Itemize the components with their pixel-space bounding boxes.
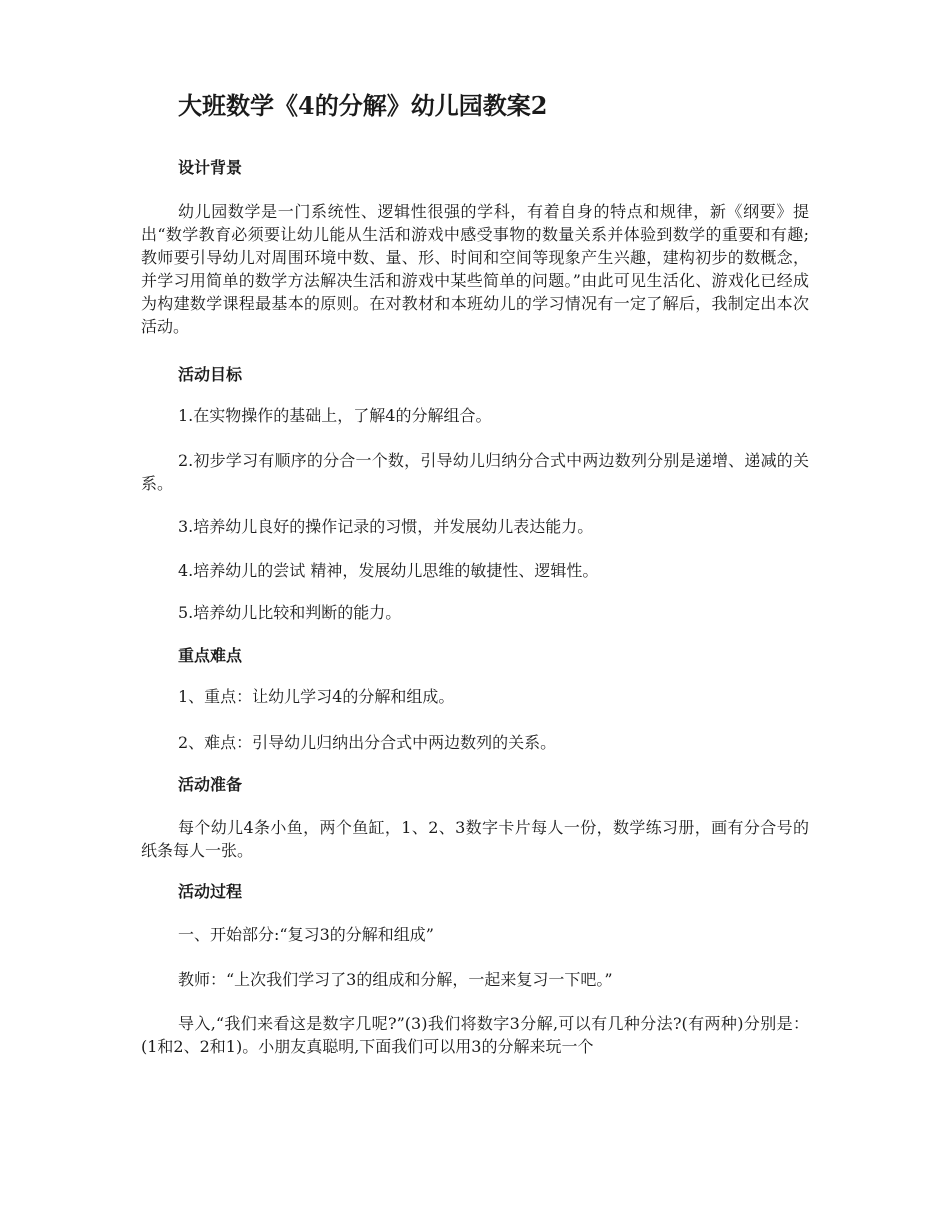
paragraph-goal-4: 4.培养幼儿的尝试 精神，发展幼儿思维的敏捷性、逻辑性。 [178,561,599,580]
section-heading-goals: 活动目标 [178,365,243,384]
paragraph-goal-5: 5.培养幼儿比较和判断的能力。 [178,603,402,622]
paragraph-key-point-1: 1、重点：让幼儿学习4的分解和组成。 [178,687,455,706]
document-title: 大班数学《4的分解》幼儿园教案2 [178,91,548,120]
section-heading-preparation: 活动准备 [178,775,243,794]
paragraph-key-point-2: 2、难点：引导幼儿归纳出分合式中两边数列的关系。 [178,733,557,752]
paragraph-background: 幼儿园数学是一门系统性、逻辑性很强的学科，有着自身的特点和规律，新《纲要》提出“数学教育必须要让幼儿能从生活和游戏中感受事物的数量关系并体验到数学的重要和有趣;教师要引导幼儿对周围环境中数、量、形、时间和空间等现象产生兴趣，建构初步的数概念，并学习用简单的数学方法解决生活和游戏中某些简单的问题。”由此可见生活化、游戏化已经成为构建数学课程最基本的原则。在对教材和本班幼儿的学习情况有一定了解后，我制定出本次活动。 [141,202,809,336]
paragraph-goal-1: 1.在实物操作的基础上，了解4的分解组合。 [178,406,492,425]
paragraph-process-1: 一、开始部分:“复习3的分解和组成” [178,925,434,944]
section-heading-process: 活动过程 [178,882,243,901]
section-heading-key-points: 重点难点 [178,646,243,665]
paragraph-goal-3: 3.培养幼儿良好的操作记录的习惯，并发展幼儿表达能力。 [178,517,594,536]
paragraph-preparation: 每个幼儿4条小鱼，两个鱼缸，1、2、3数字卡片每人一份，数学练习册，画有分合号的纸条每人一张。 [141,818,809,860]
paragraph-process-3: 导入,“我们来看这是数字几呢?”(3)我们将数字3分解,可以有几种分法?(有两种)分别是：(1和2、2和1)。小朋友真聪明,下面我们可以用3的分解来玩一个 [141,1014,809,1056]
section-heading-background: 设计背景 [178,158,243,177]
paragraph-goal-2: 2.初步学习有顺序的分合一个数，引导幼儿归纳分合式中两边数列分别是递增、递减的关系。 [141,451,809,493]
paragraph-process-2: 教师：“上次我们学习了3的组成和分解，一起来复习一下吧。” [178,970,613,989]
